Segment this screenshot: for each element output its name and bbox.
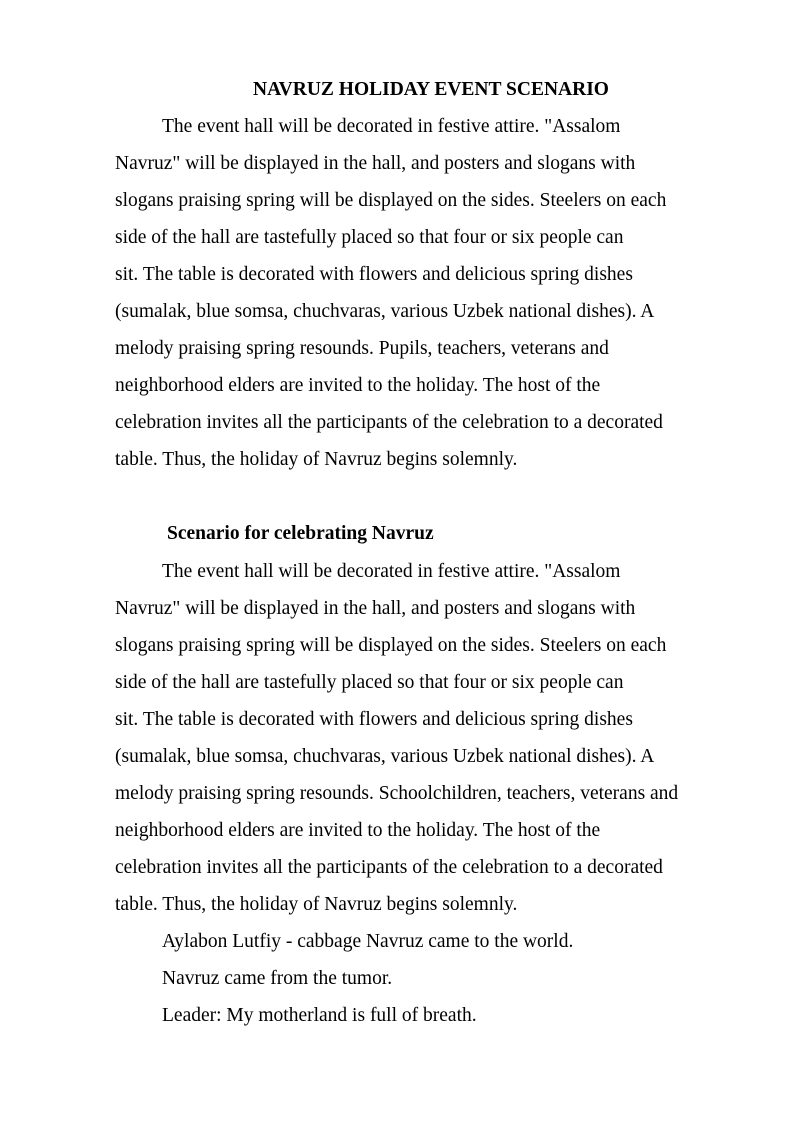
paragraph-line: side of the hall are tastefully placed so that four or six people can bbox=[115, 227, 624, 248]
paragraph-line: side of the hall are tastefully placed so that four or six people can bbox=[115, 672, 624, 693]
paragraph-line: (sumalak, blue somsa, chuchvaras, various Uzbek national dishes). A bbox=[115, 746, 655, 767]
paragraph-line: table. Thus, the holiday of Navruz begins solemnly. bbox=[115, 894, 518, 915]
paragraph-line: neighborhood elders are invited to the holiday. The host of the bbox=[115, 375, 601, 396]
document-title: NAVRUZ HOLIDAY EVENT SCENARIO bbox=[253, 79, 609, 100]
verse-line: Leader: My motherland is full of breath. bbox=[162, 1005, 477, 1026]
paragraph-line: (sumalak, blue somsa, chuchvaras, various Uzbek national dishes). A bbox=[115, 301, 655, 322]
paragraph-line: table. Thus, the holiday of Navruz begins solemnly. bbox=[115, 449, 518, 470]
paragraph-line: sit. The table is decorated with flowers and delicious spring dishes bbox=[115, 264, 633, 285]
verse-line: Navruz came from the tumor. bbox=[162, 968, 393, 989]
paragraph-line: celebration invites all the participants of the celebration to a decorated bbox=[115, 857, 663, 878]
section-heading: Scenario for celebrating Navruz bbox=[167, 523, 434, 544]
verse-line: Aylabon Lutfiy - cabbage Navruz came to the world. bbox=[162, 931, 574, 952]
paragraph-line: Navruz" will be displayed in the hall, and posters and slogans with bbox=[115, 153, 636, 174]
paragraph-line: The event hall will be decorated in festive attire. "Assalom bbox=[162, 116, 621, 137]
paragraph-line: sit. The table is decorated with flowers and delicious spring dishes bbox=[115, 709, 633, 730]
paragraph-line: The event hall will be decorated in festive attire. "Assalom bbox=[162, 561, 621, 582]
paragraph-line: slogans praising spring will be displayed on the sides. Steelers on each bbox=[115, 635, 667, 656]
paragraph-line: celebration invites all the participants of the celebration to a decorated bbox=[115, 412, 663, 433]
paragraph-line: slogans praising spring will be displayed on the sides. Steelers on each bbox=[115, 190, 667, 211]
paragraph-line: melody praising spring resounds. Pupils, teachers, veterans and bbox=[115, 338, 609, 359]
paragraph-line: Navruz" will be displayed in the hall, and posters and slogans with bbox=[115, 598, 636, 619]
paragraph-line: neighborhood elders are invited to the holiday. The host of the bbox=[115, 820, 601, 841]
paragraph-line: melody praising spring resounds. Schoolchildren, teachers, veterans and bbox=[115, 783, 679, 804]
